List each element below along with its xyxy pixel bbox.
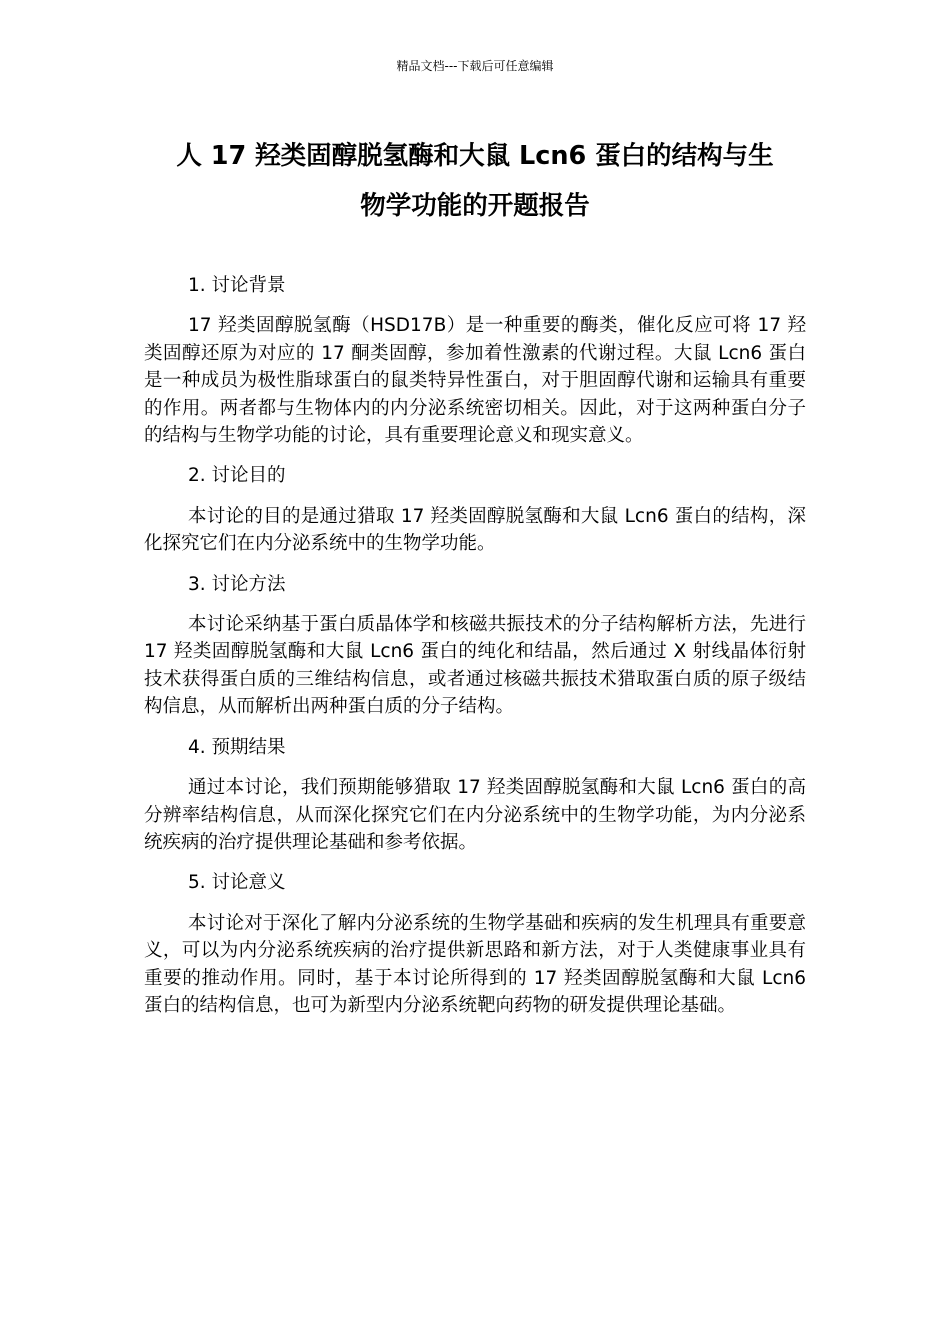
title-line-2: 物学功能的开题报告 [360, 191, 590, 221]
section-heading-purpose: 2. 讨论目的 [188, 465, 286, 487]
section-body-background: 17 羟类固醇脱氢酶（HSD17B）是一种重要的酶类，催化反应可将 17 羟类固醇还原为对应的 17 酮类固醇，参加着性激素的代谢过程。大鼠 Lcn6 蛋白是一种成员为极性脂球蛋白的鼠类特异性蛋白，对于胆固醇代谢和运输具有重要的作用。两者都与生物体内的内分泌系统密切相关。因此，对于这两种蛋白分子的结构与生物学功能的讨论，具有重要理论意义和现实意义。 [144, 315, 806, 447]
section-body-method: 本讨论采纳基于蛋白质晶体学和核磁共振技术的分子结构解析方法，先进行 17 羟类固醇脱氢酶和大鼠 Lcn6 蛋白的纯化和结晶，然后通过 X 射线晶体衍射技术获得蛋白质的三维结构信息，或者通过核磁共振技术猎取蛋白质的原子级结构信息，从而解析出两种蛋白质的分子结构。 [144, 614, 806, 718]
section-body-significance: 本讨论对于深化了解内分泌系统的生物学基础和疾病的发生机理具有重要意义，可以为内分泌系统疾病的治疗提供新思路和新方法，对于人类健康事业具有重要的推动作用。同时，基于本讨论所得到的 17 羟类固醇脱氢酶和大鼠 Lcn6 蛋白的结构信息，也可为新型内分泌系统靶向药物的研发提供理论基础。 [144, 912, 806, 1016]
title-line-1: 人 17 羟类固醇脱氢酶和大鼠 Lcn6 蛋白的结构与生 [176, 141, 774, 171]
section-heading-background: 1. 讨论背景 [188, 275, 286, 296]
section-heading-expected-results: 4. 预期结果 [188, 736, 286, 758]
document-title [120, 131, 830, 231]
section-body-expected-results: 通过本讨论，我们预期能够猎取 17 羟类固醇脱氢酶和大鼠 Lcn6 蛋白的高分辨率结构信息，从而深化探究它们在内分泌系统中的生物学功能，为内分泌系统疾病的治疗提供理论基础和参考依据。 [144, 777, 806, 853]
header-note: 精品文档---下载后可任意编辑 [396, 59, 554, 73]
section-heading-method: 3. 讨论方法 [188, 573, 286, 595]
section-body-purpose: 本讨论的目的是通过猎取 17 羟类固醇脱氢酶和大鼠 Lcn6 蛋白的结构，深化探究它们在内分泌系统中的生物学功能。 [144, 505, 806, 555]
document-body [144, 272, 806, 1032]
section-heading-significance: 5. 讨论意义 [188, 872, 286, 894]
